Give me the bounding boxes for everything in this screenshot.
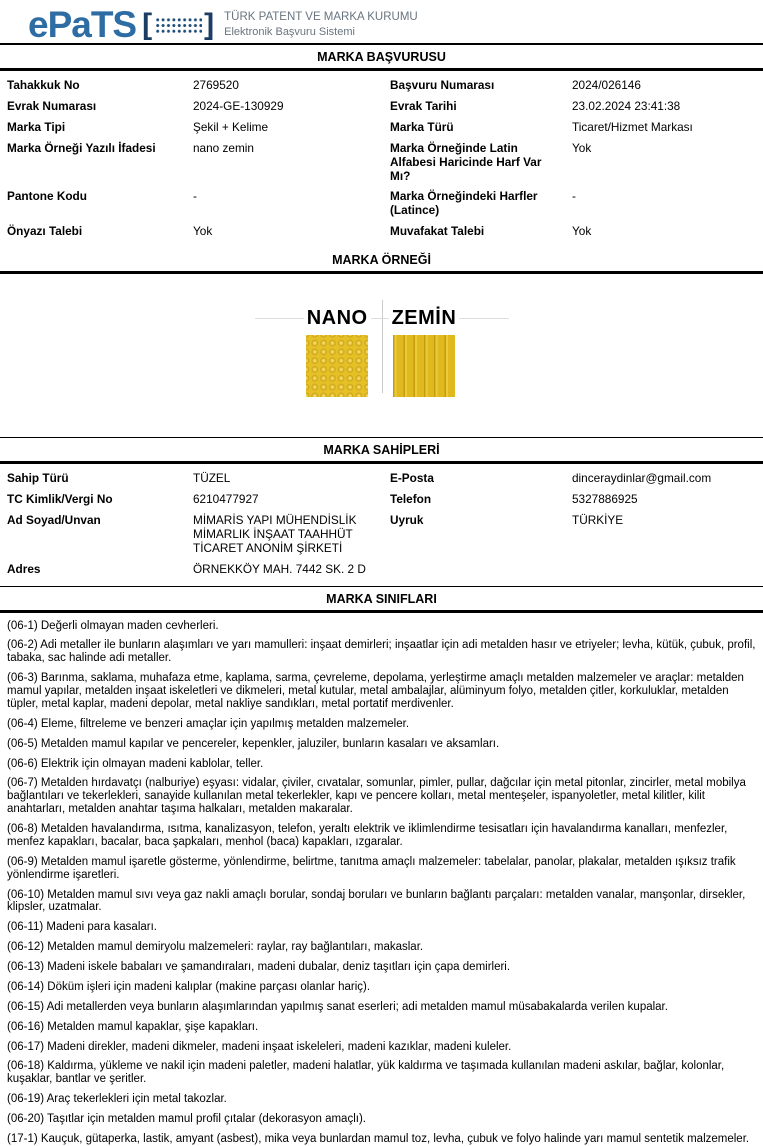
field-label: Marka Tipi — [7, 119, 66, 134]
trademark-word-nano: NANO — [304, 307, 371, 330]
field-value: ÖRNEKKÖY MAH. 7442 SK. 2 D — [193, 561, 366, 576]
field-label: Muvafakat Talebi — [390, 224, 485, 239]
field-label: Sahip Türü — [7, 471, 69, 486]
org-name: TÜRK PATENT VE MARKA KURUMU — [224, 11, 418, 24]
field-label: Pantone Kodu — [7, 189, 87, 204]
class-item: (06-15) Adi metallerden veya bunların alaşımlarından yapılmış sanat eserleri; adi metalden mamul müsabakalarda verilen kupalar. — [7, 1000, 668, 1013]
field-value: 2024-GE-130929 — [193, 98, 284, 113]
field-label: Telefon — [390, 492, 432, 507]
field-label: Başvuru Numarası — [390, 78, 495, 92]
system-name: Elektronik Başvuru Sistemi — [224, 26, 355, 39]
specimen-section-title: MARKA ÖRNEĞİ — [332, 253, 431, 268]
field-label: Önyazı Talebi — [7, 224, 83, 239]
field-label: Tahakkuk No — [7, 78, 80, 92]
class-item: (06-14) Döküm işleri için madeni kalıplar (makine parçası olanlar hariç). — [7, 980, 371, 993]
field-value: MİMARİS YAPI MÜHENDİSLİK MİMARLIK İNŞAAT TAAHHÜT TİCARET ANONİM ŞİRKETİ — [193, 512, 357, 555]
field-value: Ticaret/Hizmet Markası — [572, 119, 693, 134]
class-item: (06-12) Metalden mamul demiryolu malzemeleri: raylar, ray bağlantıları, makaslar. — [7, 941, 424, 954]
class-item: (06-13) Madeni iskele babaları ve şamandıraları, madeni dubalar, deniz taşıtları için çapa demirleri. — [7, 961, 511, 974]
class-item: (06-4) Eleme, filtreleme ve benzeri amaçlar için yapılmış metalden malzemeler. — [7, 717, 410, 730]
class-item: (06-9) Metalden mamul işaretle gösterme, yönlendirme, belirtme, tanıtma amaçlı malzemeler: tabelalar, panolar, plakalar, metalden ışıksız trafik yönlendirme işaretleri. — [7, 855, 736, 881]
class-item: (06-10) Metalden mamul sıvı veya gaz nakli amaçlı borular, sondaj boruları ve bunların bağlantı parçaları: metalden vanalar, manşonlar, dirsekler, klipsler, uzatmalar. — [7, 888, 746, 914]
field-value: 6210477927 — [193, 492, 259, 507]
owners-section-title: MARKA SAHİPLERİ — [323, 443, 440, 458]
class-item: (06-8) Metalden havalandırma, ısıtma, kanalizasyon, telefon, yeraltı elektrik ve iklimlendirme tesisatları için havalandırma kanalları, menfezler, menfez kapakları, bacalar, baca şapkaları, menhol (baca) kapakları, ızgaralar. — [7, 823, 728, 848]
classes-list — [0, 613, 763, 1146]
field-value — [572, 563, 756, 577]
owners-table — [0, 464, 763, 585]
class-item: (06-16) Metalden mamul kapaklar, şişe kapakları. — [7, 1020, 259, 1033]
class-item: (06-19) Araç tekerlekleri için metal takozlar. — [7, 1093, 227, 1106]
right-bracket-glyph: ] — [204, 7, 215, 41]
tactile-tile-bars-image — [393, 335, 455, 397]
field-label: Evrak Numarası — [7, 98, 97, 113]
field-label: TC Kimlik/Vergi No — [7, 492, 113, 507]
class-item: (06-17) Madeni direkler, madeni dikmeler, madeni inşaat iskeleleri, madeni kazıklar, madeni kuleler. — [7, 1040, 512, 1053]
field-value-email: dinceraydinlar@gmail.com — [572, 471, 712, 486]
field-value: - — [572, 189, 576, 204]
field-label: Uyruk — [390, 512, 424, 527]
field-label: E-Posta — [390, 471, 434, 486]
field-value: Yok — [193, 224, 213, 239]
org-block — [224, 8, 418, 39]
class-item: (06-5) Metalden mamul kapılar ve pencereler, kepenkler, jaluziler, bunların kasaları ve aksamları. — [7, 737, 500, 750]
trademark-left-column — [304, 307, 371, 397]
field-value: 5327886925 — [572, 492, 638, 507]
field-value: 2769520 — [193, 78, 239, 92]
left-bracket-glyph: [ — [142, 7, 153, 41]
field-label: Marka Örneğindeki Harfler (Latince) — [390, 189, 538, 218]
field-value: TÜRKİYE — [572, 512, 624, 527]
epats-logo-text: ePaTS — [28, 3, 137, 45]
classes-section-title: MARKA SINIFLARI — [326, 591, 437, 606]
class-item: (06-11) Madeni para kasaları. — [7, 921, 157, 934]
class-item: (06-7) Metalden hırdavatçı (nalburiye) eşyası: vidalar, çiviler, cıvatalar, somunlar, pimler, pullar, dağcılar için metal pitonlar, zincirler, metal mobilya bağlantıları ve tekerlekleri, sanayide kullanılan metal tekerlekler, kapı ve pencere kolları, metal menteşeler, ispanyoletler, metal kilitler, kilit anahtarları, metalden anahtar taşıma halkaları, metalden makaralar. — [7, 777, 746, 816]
field-label: Adres — [7, 561, 41, 576]
field-value: 23.02.2024 23:41:38 — [572, 98, 681, 113]
field-label: Evrak Tarihi — [390, 98, 457, 113]
field-value: nano zemin — [193, 140, 254, 155]
class-item: (17-1) Kauçuk, gütaperka, lastik, amyant (asbest), mika veya bunlardan mamul toz, levha, çubuk ve folyo halinde yarı mamul sentetik malzemeler. — [7, 1132, 750, 1145]
application-section-title: MARKA BAŞVURUSU — [317, 50, 446, 64]
trademark-image — [277, 274, 487, 397]
keypad-dots-icon — [154, 16, 202, 33]
field-label: Marka Türü — [390, 119, 454, 134]
class-item: (06-6) Elektrik için olmayan madeni kablolar, teller. — [7, 757, 264, 770]
field-value: Yok — [572, 224, 592, 239]
trademark-right-column — [389, 307, 460, 397]
application-table — [0, 71, 763, 248]
field-value: TÜZEL — [193, 471, 231, 486]
field-value: Yok — [572, 140, 592, 155]
class-item: (06-18) Kaldırma, yükleme ve nakil için madeni paletler, madeni halatlar, yük kaldırma ve taşımada kullanılan madeni askılar, bağlar, kolonlar, kuşaklar, bantlar ve şeritler. — [7, 1060, 725, 1086]
field-value: 2024/026146 — [572, 78, 641, 92]
field-label: Marka Örneğinde Latin Alfabesi Haricinde Harf Var Mı? — [390, 140, 542, 183]
field-label: Marka Örneği Yazılı İfadesi — [7, 140, 156, 155]
field-label — [390, 563, 572, 577]
field-value: - — [193, 189, 197, 204]
trademark-specimen-area — [0, 274, 763, 437]
class-item: (06-2) Adi metaller ile bunların alaşımları ve yarı mamulleri: inşaat demirleri; inşaatlar için adi metalden hasır ve etriyeler; levha, kütük, çubuk, profil, tabaka, sac halinde adi metaller. — [7, 639, 756, 665]
class-item: (06-1) Değerli olmayan maden cevherleri. — [7, 619, 219, 632]
class-item: (06-3) Barınma, saklama, muhafaza etme, kaplama, sarma, çevreleme, depolama, yerleştirme amaçlı metalden malzemeler ve araçlar: metalden mamul yapılar, metalden inşaat iskeletleri ve dikmeleri, metal kutular, metal ambalajlar, alüminyum folyo, metalden çitler, korkuluklar, metalden tüpler, metal kaplar, madeni depolar, metal nakliye sandıkları, metal portatif merdivenler. — [7, 672, 744, 710]
trademark-word-zemin: ZEMİN — [389, 307, 460, 330]
page-header — [0, 0, 763, 43]
field-value: Şekil + Kelime — [193, 119, 269, 134]
keypad-brackets-icon — [142, 7, 215, 41]
field-label: Ad Soyad/Unvan — [7, 512, 101, 527]
epats-logo — [28, 3, 215, 45]
tactile-tile-dots-image — [306, 335, 368, 397]
class-item: (06-20) Taşıtlar için metalden mamul profil çıtalar (dekorasyon amaçlı). — [7, 1113, 366, 1126]
